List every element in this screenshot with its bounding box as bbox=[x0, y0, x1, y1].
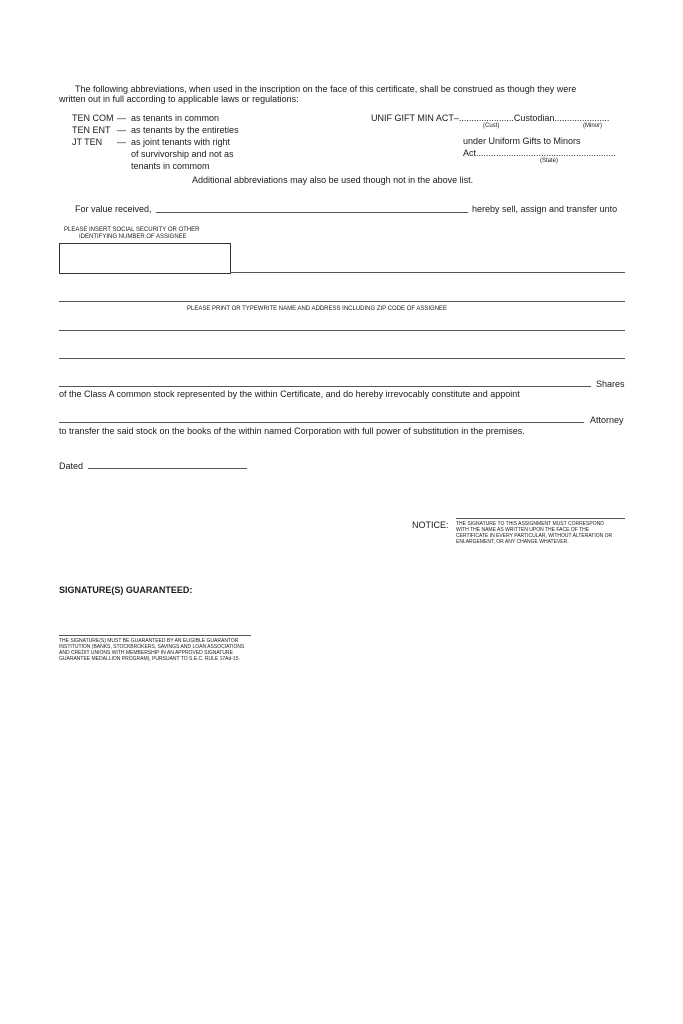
guarantee-note-3: AND CREDIT UNIONS WITH MEMBERSHIP IN AN APPROVED SIGNATURE bbox=[59, 650, 233, 656]
guarantee-note-1: THE SIGNATURE(S) MUST BE GUARANTEED BY AN ELIGIBLE GUARANTOR bbox=[59, 638, 239, 644]
assignor-line[interactable] bbox=[156, 212, 468, 213]
notice-text-1: THE SIGNATURE TO THIS ASSIGNMENT MUST CORRESPOND bbox=[456, 521, 604, 527]
unif-gift-act-label: UNIF GIFT MIN ACT– bbox=[371, 113, 459, 123]
hereby-transfer-label: hereby sell, assign and transfer unto bbox=[472, 204, 618, 214]
notice-text-2: WITH THE NAME AS WRITTEN UPON THE FACE OF THE bbox=[456, 527, 590, 533]
abbr-code-ten-com: TEN COM bbox=[72, 113, 114, 123]
state-caption: (State) bbox=[540, 158, 559, 164]
intro-line-1: The following abbreviations, when used in the inscription on the face of this certificate, shall be construed as though they were bbox=[75, 84, 577, 94]
shares-text: of the Class A common stock represented by the within Certificate, and do hereby irrevocably constitute and appoint bbox=[59, 389, 520, 399]
abbr-meaning-ten-ent: as tenants by the entireties bbox=[131, 125, 239, 135]
notice-label: NOTICE: bbox=[412, 520, 449, 530]
shares-label: Shares bbox=[596, 379, 625, 389]
minor-caption: (Minor) bbox=[583, 123, 602, 129]
cust-caption: (Cust) bbox=[483, 123, 500, 129]
guarantor-signature-line[interactable] bbox=[59, 635, 251, 636]
abbr-meaning-ten-com: as tenants in common bbox=[131, 113, 220, 123]
abbr-dash-ten-ent: — bbox=[117, 125, 126, 135]
signature-line[interactable] bbox=[456, 518, 625, 519]
assignee-line-1[interactable] bbox=[230, 272, 625, 273]
notice-text-3: CERTIFICATE IN EVERY PARTICULAR, WITHOUT ALTERATION OR bbox=[456, 533, 613, 539]
assignee-name-line[interactable] bbox=[59, 301, 625, 302]
additional-abbreviations-note: Additional abbreviations may also be used though not in the above list. bbox=[192, 175, 474, 185]
print-name-instruction: PLEASE PRINT OR TYPEWRITE NAME AND ADDRESS INCLUDING ZIP CODE OF ASSIGNEE bbox=[187, 306, 448, 312]
abbr-dash-jt-ten: — bbox=[117, 137, 126, 147]
state-dots: ........................................................ bbox=[476, 148, 617, 158]
date-line[interactable] bbox=[88, 468, 247, 469]
shares-count-line[interactable] bbox=[59, 386, 591, 387]
abbr-code-ten-ent: TEN ENT bbox=[72, 125, 111, 135]
notice-text-4: ENLARGEMENT, OR ANY CHANGE WHATEVER. bbox=[456, 539, 569, 545]
custodian-label: Custodian bbox=[513, 113, 555, 123]
jt-ten-continuation-1: of survivorship and not as bbox=[131, 149, 234, 159]
abbr-code-jt-ten: JT TEN bbox=[72, 137, 103, 147]
ssn-instruction-2: IDENTIFYING NUMBER OF ASSIGNEE bbox=[79, 234, 187, 240]
dated-label: Dated bbox=[59, 461, 84, 471]
signature-guaranteed-heading: SIGNATURE(S) GUARANTEED: bbox=[59, 585, 193, 595]
assignee-address-line-2[interactable] bbox=[59, 358, 625, 359]
uniform-gifts-text: under Uniform Gifts to Minors bbox=[463, 136, 581, 146]
minor-dots: ...................... bbox=[554, 113, 610, 123]
for-value-received-label: For value received, bbox=[75, 204, 152, 214]
ssn-instruction-1: PLEASE INSERT SOCIAL SECURITY OR OTHER bbox=[64, 227, 200, 233]
guarantee-note-4: GUARANTEE MEDALLION PROGRAM), PURSUANT TO S.E.C. RULE 17Ad-15. bbox=[59, 656, 240, 662]
abbr-dash-ten-com: — bbox=[117, 113, 126, 123]
act-label: Act bbox=[463, 148, 477, 158]
attorney-label: Attorney bbox=[590, 415, 624, 425]
abbr-meaning-jt-ten: as joint tenants with right bbox=[131, 137, 231, 147]
assignee-address-line-1[interactable] bbox=[59, 330, 625, 331]
intro-line-2: written out in full according to applicable laws or regulations: bbox=[59, 94, 299, 104]
jt-ten-continuation-2: tenants in commom bbox=[131, 161, 210, 171]
cust-dots: ...................... bbox=[458, 113, 514, 123]
attorney-text: to transfer the said stock on the books of the within named Corporation with full power of substitution in the premises. bbox=[59, 426, 525, 436]
attorney-name-line[interactable] bbox=[59, 422, 584, 423]
guarantee-note-2: INSTITUTION (BANKS, STOCKBROKERS, SAVINGS AND LOAN ASSOCIATIONS bbox=[59, 644, 245, 650]
ssn-input-box[interactable] bbox=[59, 243, 231, 274]
